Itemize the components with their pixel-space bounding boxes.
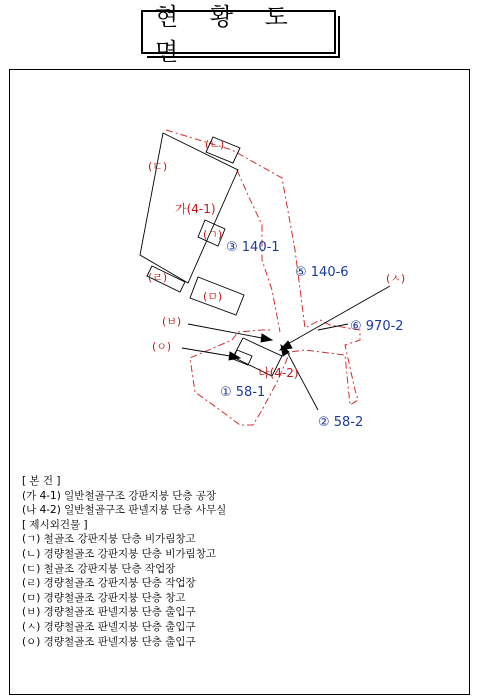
legend-extra-item: (ㄱ) 철골조 강판지붕 단층 비가림창고 [22,533,196,546]
label-annex-digeut: (ㄷ) [148,160,168,173]
legend-extra-header: [ 제시외건물 ] [22,518,88,531]
label-building-ga: 가(4-1) [175,202,216,216]
leader-bieup-arrow [261,334,272,342]
leader-siot [286,286,390,345]
legend-main-item: (가 4-1) 일반철골구조 강판지붕 단층 공장 [22,489,217,502]
legend [22,474,226,649]
leader-bieup [188,324,262,338]
label-lot-140-1: ③ 140-1 [226,240,280,255]
legend-extra-item: (ㅅ) 경량철골조 판넬지붕 단층 출입구 [22,620,196,633]
label-lot-140-6: ⑤ 140-6 [295,265,349,280]
legend-extra-item: (ㅇ) 경량철골조 판넬지붕 단층 출입구 [22,635,196,648]
legend-extra-item: (ㄴ) 경량철골조 강판지붕 단층 비가림창고 [22,547,216,560]
label-annex-mieum: (ㅁ) [203,290,223,303]
legend-extra-item: (ㄷ) 철골조 강판지붕 단층 작업장 [22,562,176,575]
label-building-na: 나(4-2) [258,366,299,380]
label-annex-nieun: (ㄴ) [205,138,225,151]
label-lot-58-2: ② 58-2 [318,415,364,430]
legend-main-header: [ 본 건 ] [22,475,61,487]
label-lot-58-1: ① 58-1 [220,385,266,400]
red-labels [148,138,405,380]
label-annex-ieung: (ㅇ) [152,340,172,353]
legend-main-item: (나 4-2) 일반철골구조 판넬지붕 단층 사무실 [22,504,227,517]
label-annex-siot: (ㅅ) [386,272,406,285]
page-title: 현 황 도 면 [155,3,300,66]
legend-extra-item: (ㅁ) 경량철골조 강판지붕 단층 창고 [22,591,186,604]
label-annex-bieup: (ㅂ) [162,315,182,328]
label-lot-970-2: ⑥ 970-2 [350,319,404,334]
legend-extra-item: (ㅂ) 경량철골조 판넬지붕 단층 출입구 [22,606,196,619]
leader-lines [182,286,390,410]
label-annex-giyeok: (ㄱ) [203,228,223,241]
leader-ieung [182,348,230,356]
legend-extra-item: (ㄹ) 경량철골조 강판지붕 단층 작업장 [22,577,196,590]
label-annex-rieul: (ㄹ) [148,271,168,284]
